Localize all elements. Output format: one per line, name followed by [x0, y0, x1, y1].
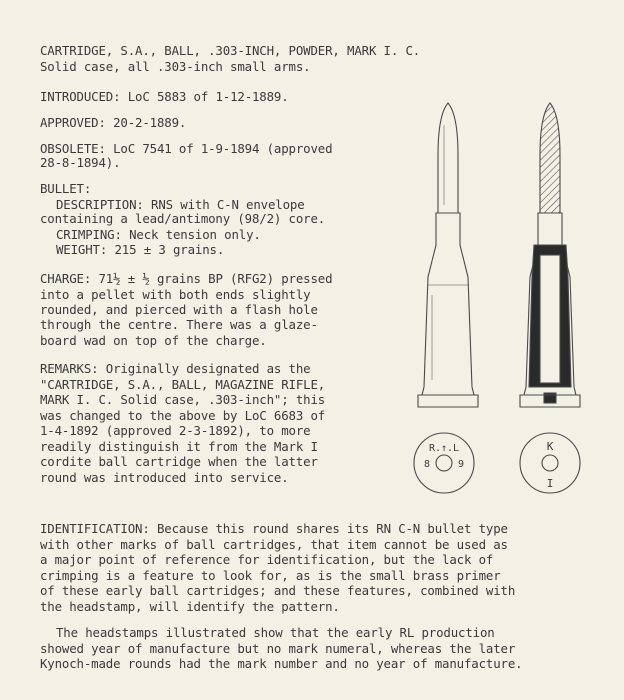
bullet-crimping-value: Neck tension only. — [129, 227, 261, 242]
remarks-label: REMARKS: — [40, 361, 99, 376]
remarks-line1 — [40, 362, 310, 376]
bullet-section-hatch — [540, 103, 560, 213]
bullet-crimping-label: CRIMPING: — [56, 227, 122, 242]
bullet-outline-exterior — [438, 103, 458, 213]
bullet-weight-value: 215 ± 3 grains. — [114, 242, 225, 257]
charge-text-5: board wad on top of the charge. — [40, 333, 267, 348]
headstamp-right — [520, 433, 580, 493]
identification-text-6: the headstamp, will identify the pattern. — [40, 599, 340, 614]
charge-text-4: through the centre. There was a glaze- — [40, 317, 318, 332]
remarks-text-4: was changed to the above by LoC 6683 of — [40, 408, 326, 423]
case-rim-exterior — [418, 395, 478, 407]
bullet-description-value: RNS with C-N envelope — [151, 197, 305, 212]
remarks-text-6: readily distinguish it from the Mark I — [40, 439, 318, 454]
bullet-weight-label: WEIGHT: — [56, 242, 108, 257]
cartridge-illustration — [400, 95, 620, 515]
charge-pellet — [540, 255, 560, 383]
headstamp-left — [414, 433, 474, 493]
identification-text-3: a major point of reference for identification, but the lack of — [40, 552, 494, 567]
identification-label: IDENTIFICATION: — [40, 521, 150, 536]
remarks-text-5: 1-4-1892 (approved 2-3-1892), to more — [40, 423, 311, 438]
obsolete-value-line2: 28-8-1894). — [40, 155, 121, 170]
headstamp-left-right: 9 — [457, 459, 465, 470]
headstamp-right-top: K — [546, 440, 554, 453]
bullet-description-line2: containing a lead/antimony (98/2) core. — [40, 211, 326, 226]
introduced-value: LoC 5883 of 1-12-1889. — [127, 89, 289, 104]
headstamp-left-left: 8 — [423, 459, 431, 470]
remarks-text-1: Originally designated as the — [105, 361, 311, 376]
cartridge-exterior-drawing — [418, 103, 478, 407]
remarks-text-7: cordite ball cartridge when the latter — [40, 454, 318, 469]
identification-text-1: Because this round shares its RN C-N bullet type — [156, 521, 508, 536]
identification-text-4: crimping is a feature to look for, as is the small brass primer — [40, 568, 501, 583]
headstamp-note-1: The headstamps illustrated show that the early RL production — [56, 625, 495, 640]
identification-text-5: of these early ball cartridges; and these features, combined with — [40, 583, 516, 598]
identification-text-2: with other marks of ball cartridges, that item cannot be used as — [40, 537, 508, 552]
case-outline-exterior — [422, 213, 474, 395]
remarks-text-2: "CARTRIDGE, S.A., BALL, MAGAZINE RIFLE, — [40, 377, 326, 392]
headstamp-note-3: Kynoch-made rounds had the mark number and no year of manufacture. — [40, 656, 523, 671]
headstamp-note-2: showed year of manufacture but no mark numeral, whereas the later — [40, 641, 516, 656]
cartridge-title: CARTRIDGE, S.A., BALL, .303-INCH, POWDER, MARK I. C. — [40, 43, 421, 58]
obsolete-label: OBSOLETE: — [40, 141, 106, 156]
bullet-label: BULLET: — [40, 181, 92, 196]
obsolete-value-line1: LoC 7541 of 1-9-1894 (approved — [113, 141, 333, 156]
approved-line — [40, 116, 186, 130]
bullet-crimping-line — [56, 228, 261, 242]
headstamp-right-bottom: I — [546, 477, 554, 490]
approved-value: 20-2-1889. — [113, 115, 187, 130]
remarks-text-8: round was introduced into service. — [40, 470, 289, 485]
approved-label: APPROVED: — [40, 115, 106, 130]
obsolete-line — [40, 142, 332, 156]
bullet-weight-line — [56, 243, 224, 257]
charge-text-2: into a pellet with both ends slightly — [40, 287, 311, 302]
cartridge-subtitle: Solid case, all .303-inch small arms. — [40, 59, 311, 74]
introduced-label: INTRODUCED: — [40, 89, 121, 104]
charge-text-1: 71½ ± ½ grains BP (RFG2) pressed — [98, 271, 333, 286]
remarks-text-3: MARK I. C. Solid case, .303-inch"; this — [40, 392, 326, 407]
charge-label: CHARGE: — [40, 271, 92, 286]
charge-line1 — [40, 272, 332, 286]
headstamp-left-top: R.↑.L — [428, 443, 460, 454]
bullet-description-line — [56, 198, 305, 212]
bullet-description-label: DESCRIPTION: — [56, 197, 144, 212]
introduced-line — [40, 90, 289, 104]
cartridge-section-drawing — [520, 103, 580, 407]
charge-text-3: rounded, and pierced with a flash hole — [40, 302, 318, 317]
identification-line1 — [40, 522, 508, 536]
